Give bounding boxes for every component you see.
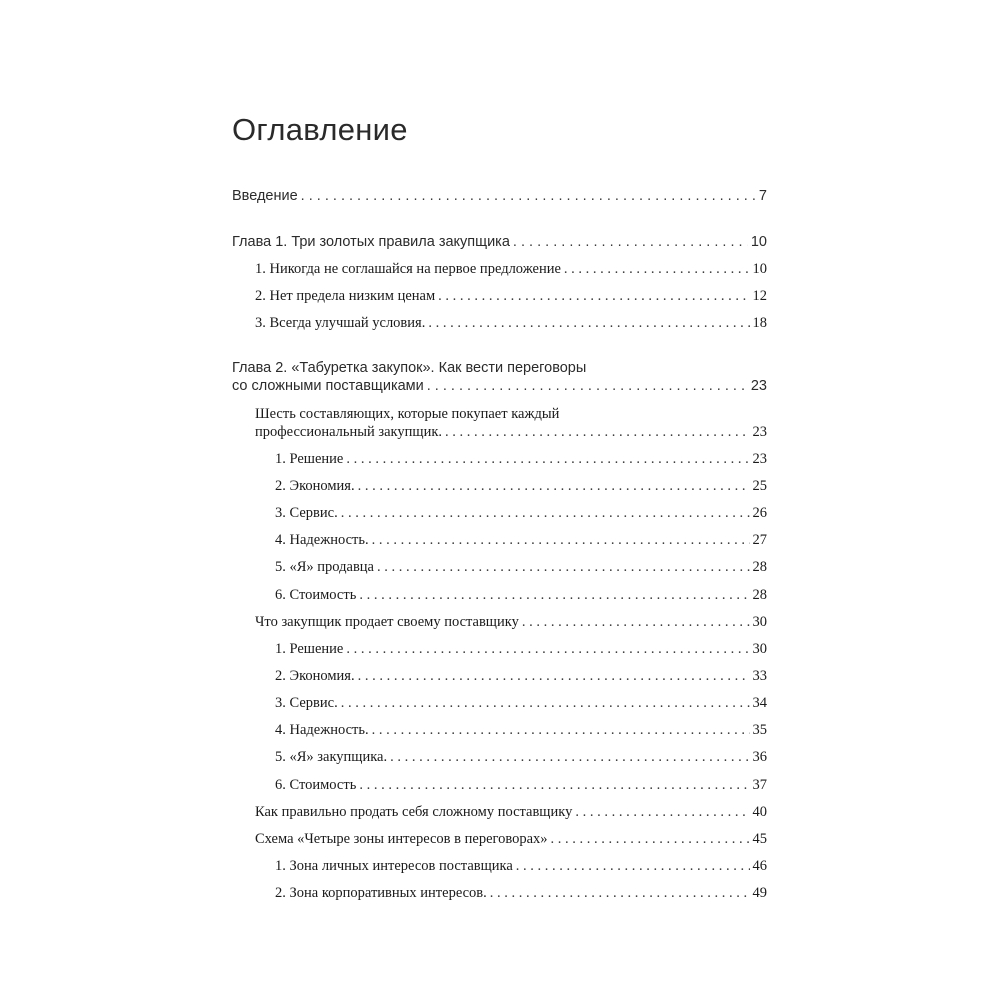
toc-entry-chapter-2-line1[interactable]: Глава 2. «Табуретка закупок». Как вести переговоры xyxy=(232,360,587,376)
dot-leader xyxy=(390,748,749,766)
dot-leader xyxy=(359,586,749,604)
toc-entry-label: Схема «Четыре зоны интересов в переговорах» xyxy=(255,831,548,847)
toc-entry-subsection[interactable] xyxy=(275,667,767,685)
toc-entry-label: 4. Надежность. xyxy=(275,722,369,738)
dot-leader xyxy=(490,884,750,902)
dot-leader xyxy=(428,314,749,332)
toc-entry-label: Как правильно продать себя сложному поставщику xyxy=(255,804,573,820)
dot-leader xyxy=(564,260,750,278)
toc-entry-section[interactable] xyxy=(255,287,767,305)
toc-entry-page: 28 xyxy=(752,559,767,575)
toc-entry-page: 46 xyxy=(752,858,767,874)
toc-entry-label: 6. Стоимость xyxy=(275,777,357,793)
toc-entry-page: 23 xyxy=(752,424,767,440)
dot-leader xyxy=(346,450,749,468)
toc-entry-page: 26 xyxy=(752,505,767,521)
toc-entry-page: 23 xyxy=(752,451,767,467)
toc-entry-subsection[interactable] xyxy=(275,586,767,604)
dot-leader xyxy=(516,857,750,875)
dot-leader xyxy=(372,721,750,739)
toc-entry-label: 2. Нет предела низким ценам xyxy=(255,288,436,304)
toc-entry-subsection[interactable] xyxy=(275,721,767,739)
dot-leader xyxy=(377,558,750,576)
toc-entry-label: Что закупщик продает своему поставщику xyxy=(255,614,519,630)
toc-entry-page: 30 xyxy=(752,641,767,657)
toc-entry-label: 3. Всегда улучшай условия. xyxy=(255,315,426,331)
toc-entry-label: профессиональный закупщик. xyxy=(255,424,442,440)
dot-leader xyxy=(346,640,749,658)
toc-entry-page: 10 xyxy=(750,234,767,250)
dot-leader xyxy=(341,694,750,712)
toc-entry-label: 2. Экономия. xyxy=(275,478,355,494)
dot-leader xyxy=(575,803,749,821)
dot-leader xyxy=(551,830,750,848)
toc-entry-subsection[interactable] xyxy=(275,450,767,468)
toc-entry-page: 36 xyxy=(752,749,767,765)
toc-entry-section[interactable] xyxy=(255,830,767,848)
toc-entry-label: 3. Сервис. xyxy=(275,505,338,521)
toc-entry-label: Глава 1. Три золотых правила закупщика xyxy=(232,234,510,250)
toc-entry-section[interactable] xyxy=(255,423,767,441)
toc-entry-page: 37 xyxy=(752,777,767,793)
toc-entry-section[interactable] xyxy=(255,314,767,332)
toc-entry-subsection[interactable] xyxy=(275,857,767,875)
toc-entry-subsection[interactable] xyxy=(275,884,767,902)
toc-entry-subsection[interactable] xyxy=(275,531,767,549)
dot-leader xyxy=(445,423,750,441)
toc-entry-page: 12 xyxy=(752,288,767,304)
toc-entry-subsection[interactable] xyxy=(275,504,767,522)
toc-entry-page: 28 xyxy=(752,587,767,603)
toc-entry-page: 25 xyxy=(752,478,767,494)
toc-entry-label: со сложными поставщиками xyxy=(232,378,424,394)
toc-entry-subsection[interactable] xyxy=(275,640,767,658)
toc-entry-subsection[interactable] xyxy=(275,748,767,766)
toc-entry-label: 1. Решение xyxy=(275,451,344,467)
toc-entry-label: 1. Решение xyxy=(275,641,344,657)
toc-entry-page: 40 xyxy=(752,804,767,820)
dot-leader xyxy=(358,667,750,685)
toc-entry-label: 5. «Я» закупщика. xyxy=(275,749,388,765)
toc-entry-page: 27 xyxy=(752,532,767,548)
dot-leader xyxy=(301,187,756,205)
dot-leader xyxy=(513,233,748,251)
toc-entry-label: 3. Сервис. xyxy=(275,695,338,711)
toc-entry-page: 45 xyxy=(752,831,767,847)
dot-leader xyxy=(522,613,750,631)
toc-entry-page: 18 xyxy=(752,315,767,331)
toc-entry-label: 6. Стоимость xyxy=(275,587,357,603)
toc-entry-chapter-2[interactable] xyxy=(232,377,767,395)
toc-entry-page: 30 xyxy=(752,614,767,630)
toc-entry-subsection[interactable] xyxy=(275,477,767,495)
toc-entry-section[interactable] xyxy=(255,803,767,821)
page-title: Оглавление xyxy=(232,112,408,147)
toc-entry-label: 5. «Я» продавца xyxy=(275,559,374,575)
toc-entry-label: 1. Никогда не соглашайся на первое предложение xyxy=(255,261,561,277)
toc-entry-subsection[interactable] xyxy=(275,558,767,576)
toc-entry-subsection[interactable] xyxy=(275,694,767,712)
toc-entry-label: 4. Надежность. xyxy=(275,532,369,548)
toc-entry-page: 10 xyxy=(752,261,767,277)
toc-entry-section[interactable] xyxy=(255,260,767,278)
dot-leader xyxy=(359,776,749,794)
toc-entry-page: 33 xyxy=(752,668,767,684)
toc-entry-section[interactable] xyxy=(255,613,767,631)
toc-entry-label: Введение xyxy=(232,188,298,204)
toc-entry-label: 2. Экономия. xyxy=(275,668,355,684)
toc-entry-page: 34 xyxy=(752,695,767,711)
toc-entry-label: 2. Зона корпоративных интересов. xyxy=(275,885,487,901)
toc-entry-page: 49 xyxy=(752,885,767,901)
toc-entry-subsection[interactable] xyxy=(275,776,767,794)
toc-entry-page: 23 xyxy=(750,378,767,394)
dot-leader xyxy=(372,531,750,549)
dot-leader xyxy=(427,377,748,395)
toc-entry-page: 7 xyxy=(758,188,767,204)
toc-entry-introduction[interactable] xyxy=(232,187,767,205)
toc-entry-section-line1[interactable]: Шесть составляющих, которые покупает каждый xyxy=(255,406,560,422)
toc-entry-page: 35 xyxy=(752,722,767,738)
dot-leader xyxy=(341,504,750,522)
toc-entry-chapter-1[interactable] xyxy=(232,233,767,251)
dot-leader xyxy=(358,477,750,495)
dot-leader xyxy=(438,287,749,305)
toc-entry-label: 1. Зона личных интересов поставщика xyxy=(275,858,513,874)
